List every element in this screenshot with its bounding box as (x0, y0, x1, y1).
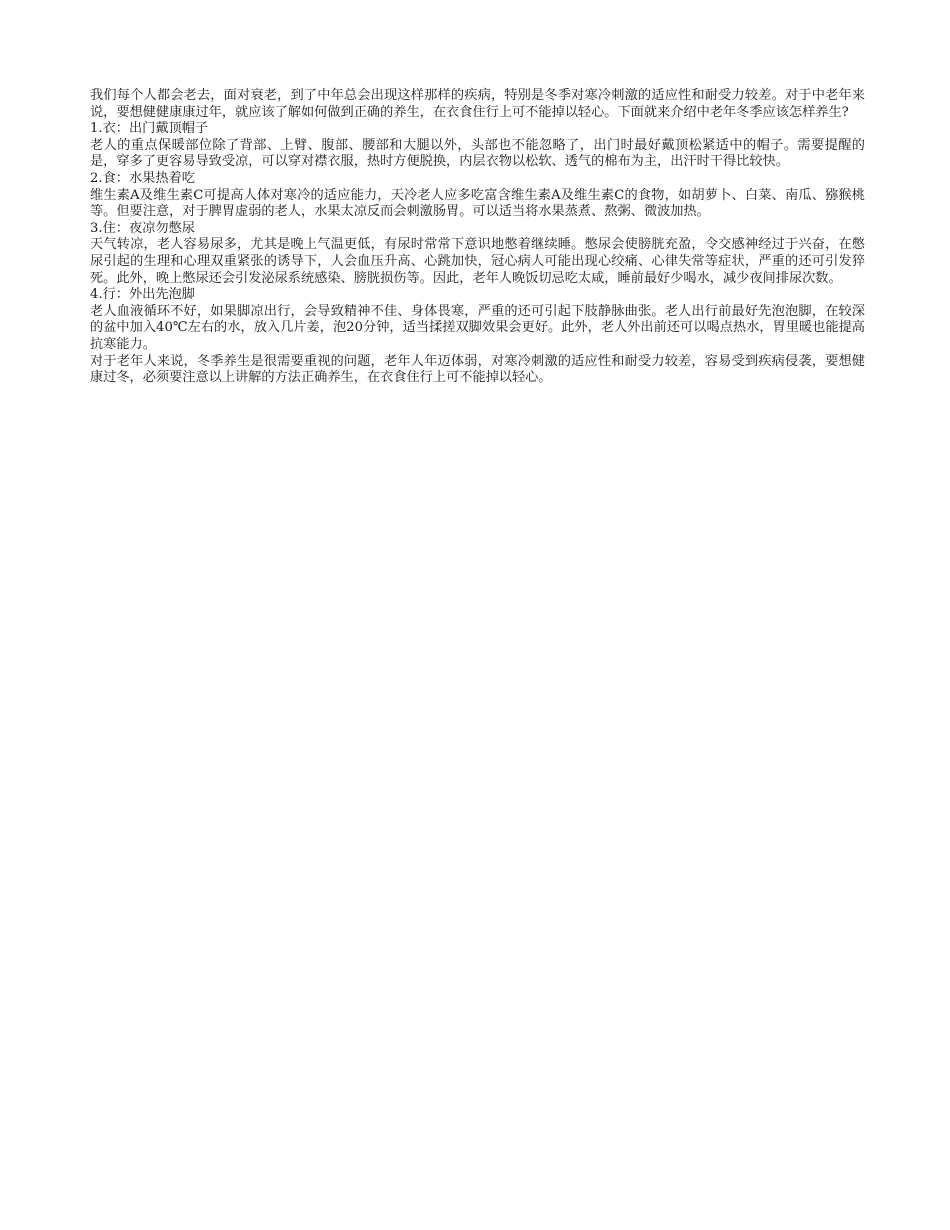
section-heading-food: 2.食：水果热着吃 (90, 170, 195, 186)
section-body-food: 维生素A及维生素C可提高人体对寒冷的适应能力，天冷老人应多吃富含维生素A及维生素C的食物，如胡萝卜、白菜、南瓜、猕猴桃等。但要注意，对于脾胃虚弱的老人，水果太凉反而会刺激肠胃。可以适当将水果蒸煮、熬粥、微波加热。 (90, 187, 865, 220)
section-heading-housing: 3.住：夜凉勿憋尿 (90, 220, 195, 236)
section-heading-travel: 4.行：外出先泡脚 (90, 287, 195, 303)
conclusion-paragraph: 对于老年人来说，冬季养生是很需要重视的问题，老年人年迈体弱，对寒冷刺激的适应性和耐受力较差，容易受到疾病侵袭，要想健康过冬，必须要注意以上讲解的方法正确养生，在衣食住行上可不能掉以轻心。 (90, 353, 865, 386)
section-heading-clothing: 1.衣：出门戴顶帽子 (90, 121, 209, 137)
section-body-housing: 天气转凉，老人容易尿多，尤其是晚上气温更低，有尿时常常下意识地憋着继续睡。憋尿会使膀胱充盈，令交感神经过于兴奋，在憋尿引起的生理和心理双重紧张的诱导下，人会血压升高、心跳加快，冠心病人可能出现心绞痛、心律失常等症状，严重的还可引发猝死。此外，晚上憋尿还会引发泌尿系统感染、膀胱损伤等。因此，老年人晚饭切忌吃太咸，睡前最好少喝水，减少夜间排尿次数。 (90, 237, 865, 286)
section-body-travel: 老人血液循环不好，如果脚凉出行，会导致精神不佳、身体畏寒，严重的还可引起下肢静脉曲张。老人出行前最好先泡泡脚，在较深的盆中加入40℃左右的水，放入几片姜，泡20分钟，适当揉搓双脚效果会更好。此外，老人外出前还可以喝点热水，胃里暖也能提高抗寒能力。 (90, 303, 865, 352)
article (90, 88, 865, 387)
section-body-clothing: 老人的重点保暖部位除了背部、上臂、腹部、腰部和大腿以外，头部也不能忽略了，出门时最好戴顶松紧适中的帽子。需要提醒的是，穿多了更容易导致受凉，可以穿对襟衣服，热时方便脱换，内层衣物以松软、透气的棉布为主，出汗时干得比较快。 (90, 137, 865, 170)
intro-paragraph: 我们每个人都会老去，面对衰老，到了中年总会出现这样那样的疾病，特别是冬季对寒冷刺激的适应性和耐受力较差。对于中老年来说，要想健健康康过年，就应该了解如何做到正确的养生，在衣食住行上可不能掉以轻心。下面就来介绍中老年冬季应该怎样养生? (90, 88, 865, 120)
